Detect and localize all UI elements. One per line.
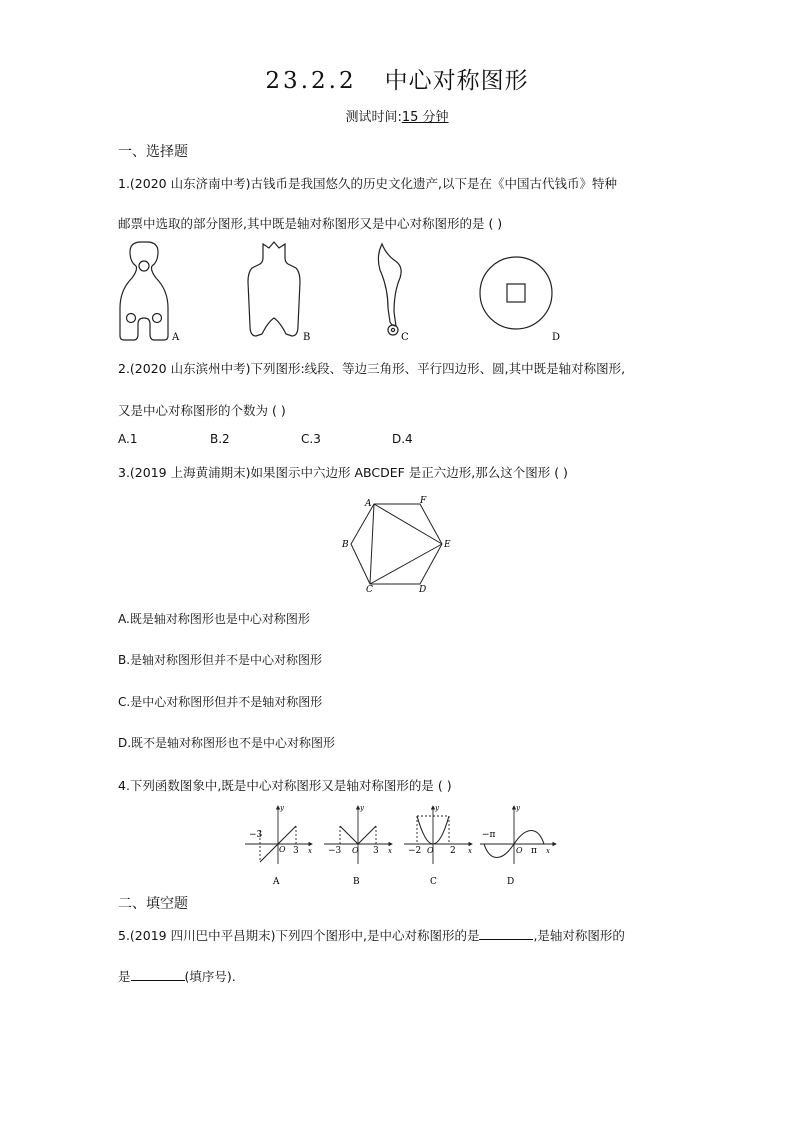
- q1-line2: 邮票中选取的部分图形,其中既是轴对称图形又是中心对称图形的是 ( ): [118, 216, 503, 231]
- test-time-label: 测试时间:: [345, 110, 402, 125]
- coin-b-label: B: [303, 332, 311, 343]
- section-heading-choice: 一、选择题: [118, 144, 188, 160]
- coin-a-label: A: [172, 332, 180, 343]
- vertex-a-label: A: [365, 499, 372, 509]
- q4-line1: 4.下列函数图象中,既是中心对称图形又是轴对称图形的是 ( ): [118, 778, 452, 793]
- graph-d-tick-pos: π: [531, 846, 537, 856]
- q3-option-b: B.是轴对称图形但并不是中心对称图形: [118, 653, 323, 667]
- q2-option-d: D.4: [392, 432, 413, 446]
- title-text: 中心对称图形: [384, 68, 529, 94]
- graph-d-label: D: [507, 877, 515, 887]
- q2-line2: 又是中心对称图形的个数为 ( ): [118, 403, 286, 418]
- graph-c-tick-pos: 2: [450, 846, 456, 856]
- section-heading-fill: 二、填空题: [118, 896, 188, 912]
- graph-a-tick-neg: −3: [249, 830, 263, 840]
- q5-line1: [118, 926, 625, 944]
- q5-text-3: 是: [118, 969, 131, 984]
- vertex-c-label: C: [366, 585, 373, 594]
- q1-coin-figures: [110, 238, 580, 346]
- graph-a-origin: O: [279, 845, 286, 854]
- graph-a-label: A: [273, 877, 280, 887]
- q3-option-d: D.既不是轴对称图形也不是中心对称图形: [118, 736, 336, 750]
- graph-d-y-axis-label: y: [516, 804, 520, 812]
- section-number: 23.2.2: [265, 68, 357, 94]
- test-time: [0, 106, 794, 125]
- graph-c-y-axis-label: y: [435, 804, 439, 812]
- graph-b-tick-pos: 3: [373, 846, 379, 856]
- graph-c-label: C: [430, 877, 437, 887]
- q3-hexagon-figure: [338, 494, 458, 594]
- q5-text-2: ,是轴对称图形的: [533, 928, 625, 943]
- coin-b-figure: [248, 242, 300, 336]
- graph-b-y-axis-label: y: [360, 804, 364, 812]
- graph-d-tick-neg: −π: [482, 830, 496, 840]
- coin-c-label: C: [401, 332, 409, 343]
- graph-d-origin: O: [516, 846, 523, 855]
- vertex-d-label: D: [419, 585, 427, 594]
- vertex-f-label: F: [420, 496, 427, 506]
- graph-b-x-axis-label: x: [388, 847, 392, 855]
- hexagon-outline: [351, 504, 442, 584]
- coin-d-label: D: [552, 332, 561, 343]
- q2-option-c: C.3: [301, 432, 321, 446]
- q5-text-1: 5.(2019 四川巴中平昌期末)下列四个图形中,是中心对称图形的是: [118, 928, 480, 943]
- q3-option-c: C.是中心对称图形但并不是轴对称图形: [118, 695, 323, 709]
- graph-c-origin: O: [427, 846, 434, 855]
- coin-d-figure: [480, 257, 552, 329]
- vertex-e-label: E: [444, 540, 451, 550]
- q1-line1: 1.(2020 山东济南中考)古钱币是我国悠久的历史文化遗产,以下是在《中国古代钱币》特种: [118, 176, 617, 191]
- graph-b-label: B: [353, 877, 360, 887]
- vertex-b-label: B: [342, 540, 349, 550]
- graph-a-y-axis-label: y: [280, 804, 284, 812]
- graph-d-x-axis-label: x: [546, 847, 550, 855]
- q2-option-a: A.1: [118, 432, 138, 446]
- coin-c-figure: [378, 244, 401, 335]
- q5-blank-2[interactable]: [131, 968, 185, 981]
- q4-function-graphs: [240, 800, 560, 890]
- graph-a-x-axis-label: x: [308, 847, 312, 855]
- graph-b-tick-neg: −3: [328, 846, 342, 856]
- q5-text-4: (填序号).: [184, 969, 236, 984]
- graph-c-tick-neg: −2: [408, 846, 422, 856]
- test-time-value: 15 分钟: [401, 110, 449, 125]
- page-title: [0, 62, 794, 95]
- q3-option-a: A.既是轴对称图形也是中心对称图形: [118, 612, 310, 626]
- q2-option-b: B.2: [210, 432, 230, 446]
- graph-c-x-axis-label: x: [468, 847, 472, 855]
- q5-line2: [118, 967, 236, 985]
- q2-line1: 2.(2020 山东滨州中考)下列图形:线段、等边三角形、平行四边形、圆,其中既是轴对称图形,: [118, 361, 626, 376]
- coin-a-figure: [120, 242, 168, 340]
- graph-b-origin: O: [352, 846, 359, 855]
- q5-blank-1[interactable]: [479, 927, 533, 940]
- q3-line1: 3.(2019 上海黄浦期末)如果图示中六边形 ABCDEF 是正六边形,那么这个图形 ( ): [118, 465, 568, 480]
- graph-a-tick-pos: 3: [293, 846, 299, 856]
